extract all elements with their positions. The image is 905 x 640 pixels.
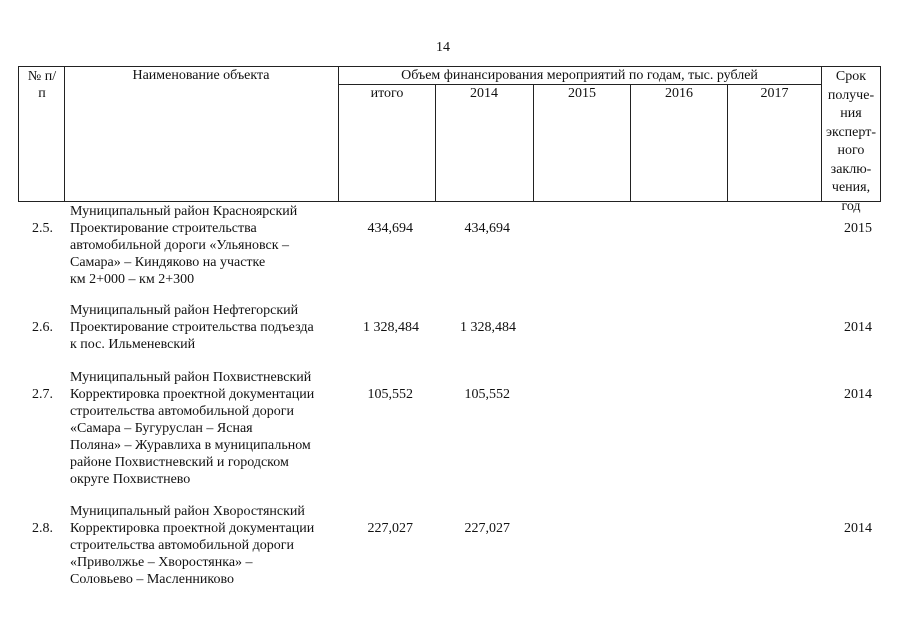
row-name-line: к пос. Ильменевский (70, 337, 196, 352)
header-year-2015: 2015 (568, 86, 596, 101)
header-name: Наименование объекта (132, 68, 270, 83)
page-number: 14 (436, 40, 450, 55)
row-number: 2.6. (32, 320, 53, 335)
header-year-2017: 2017 (760, 86, 789, 101)
header-deadline: Срок получе-ния эксперт-ного заклю-чения, год (826, 69, 876, 214)
header-year-2016: 2016 (665, 86, 693, 101)
header-total: итого (370, 86, 404, 101)
row-name-line: Муниципальный район Нефтегорский (70, 303, 299, 318)
row-name-line: «Приволжье – Хворостянка» – (70, 555, 253, 570)
row-name-line: Муниципальный район Похвистневский (70, 370, 312, 385)
row-number: 2.7. (32, 387, 53, 402)
row-2014: 227,027 (464, 521, 510, 536)
row-name-line: районе Похвистневский и городском (70, 455, 289, 470)
row-total: 105,552 (367, 387, 413, 402)
row-name-line: автомобильной дороги «Ульяновск – (70, 238, 290, 253)
header-funding: Объем финансирования мероприятий по годам, тыс. рублей (401, 68, 758, 83)
row-name-line: Корректировка проектной документации (70, 521, 315, 536)
row-total: 1 328,484 (363, 320, 419, 335)
row-total: 227,027 (367, 521, 413, 536)
row-name-line: Муниципальный район Хворостянский (70, 504, 305, 519)
row-number: 2.8. (32, 521, 53, 536)
header-top-border (18, 66, 881, 67)
row-name-line: Проектирование строительства подъезда (70, 320, 314, 335)
row-deadline: 2015 (844, 221, 872, 236)
row-name-line: Самара» – Киндяково на участке (70, 255, 266, 270)
row-total: 434,694 (367, 221, 413, 236)
row-name-line: Корректировка проектной документации (70, 387, 315, 402)
row-2014: 434,694 (464, 221, 510, 236)
row-deadline: 2014 (844, 521, 872, 536)
row-name-line: Муниципальный район Красноярский (70, 204, 298, 219)
row-name-line: Соловьево – Масленниково (70, 572, 235, 587)
header-num: № п/п (27, 69, 57, 101)
row-name-line: строительства автомобильной дороги (70, 538, 294, 553)
row-name-line: км 2+000 – км 2+300 (70, 272, 195, 287)
row-name-line: строительства автомобильной дороги (70, 404, 294, 419)
header-divider (64, 66, 65, 202)
row-2014: 105,552 (464, 387, 510, 402)
row-name-line: округе Похвистнево (70, 472, 191, 487)
row-deadline: 2014 (844, 387, 872, 402)
header-divider (18, 66, 19, 202)
row-deadline: 2014 (844, 320, 872, 335)
header-divider (880, 66, 881, 202)
row-name-line: Поляна» – Журавлиха в муниципальном (70, 438, 311, 453)
header-bottom-border (18, 201, 881, 202)
row-name-line: «Самара – Бугуруслан – Ясная (70, 421, 253, 436)
header-year-2014: 2014 (470, 86, 498, 101)
row-2014: 1 328,484 (460, 320, 516, 335)
header-divider (821, 66, 822, 202)
row-name-line: Проектирование строительства (70, 221, 257, 236)
row-number: 2.5. (32, 221, 53, 236)
header-sub-border (338, 84, 821, 85)
